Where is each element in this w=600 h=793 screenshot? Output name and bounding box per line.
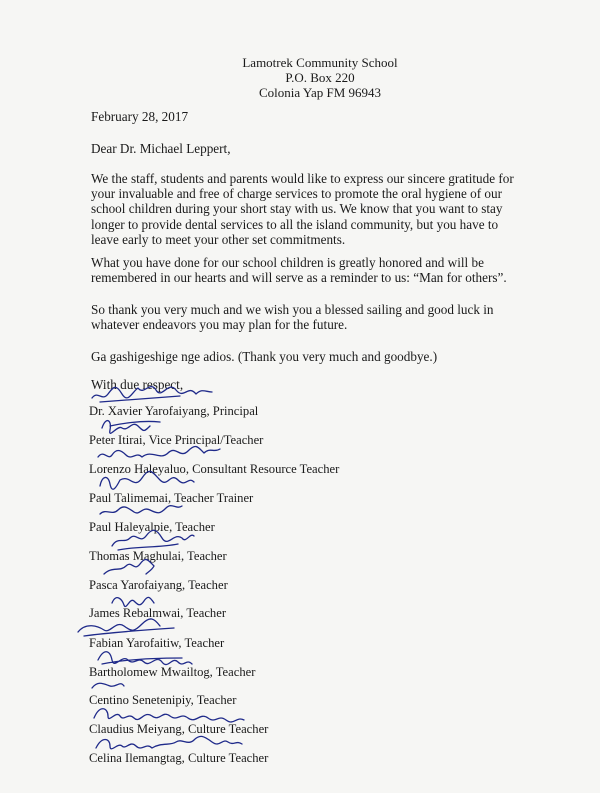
paragraph-goodbye: Ga gashigeshige nge adios. (Thank you very much and goodbye.)	[91, 349, 438, 364]
signature	[92, 683, 124, 688]
signature	[78, 619, 174, 636]
signatory-name: Thomas Maghulai, Teacher	[89, 549, 227, 563]
signature	[102, 421, 160, 434]
signature	[104, 560, 154, 574]
signatory-name: Celina Ilemangtag, Culture Teacher	[89, 751, 269, 765]
school-name: Lamotrek Community School	[242, 55, 398, 70]
closing: With due respect,	[91, 377, 184, 392]
signatory-name: Peter Itirai, Vice Principal/Teacher	[89, 433, 264, 447]
signatory-name: Pasca Yarofaiyang, Teacher	[89, 578, 228, 592]
signature	[100, 471, 194, 489]
signatory-name: Bartholomew Mwailtog, Teacher	[89, 665, 256, 679]
signatory-name: Claudius Meiyang, Culture Teacher	[89, 722, 269, 736]
paragraph-thanks: So thank you very much and we wish you a blessed sailing and good luck in whatever endeavors you may plan for the future.	[91, 302, 494, 333]
signature	[100, 506, 182, 514]
signature	[92, 387, 212, 402]
signature	[98, 447, 220, 457]
signature	[96, 736, 242, 748]
signature	[112, 530, 194, 550]
letter-date: February 28, 2017	[91, 109, 189, 124]
signatory-name: Dr. Xavier Yarofaiyang, Principal	[89, 404, 259, 418]
school-location: Colonia Yap FM 96943	[258, 85, 382, 100]
signatory-name: Lorenzo Haleyaluo, Consultant Resource Teacher	[89, 462, 340, 476]
signature	[94, 709, 244, 722]
signatory-name: Fabian Yarofaitiw, Teacher	[89, 636, 225, 650]
signature	[98, 652, 192, 665]
signatory-name: Centino Senetenipiy, Teacher	[89, 693, 237, 707]
school-po-box: P.O. Box 220	[285, 70, 355, 85]
signature	[112, 597, 154, 606]
paragraph-honored: What you have done for our school children is greatly honored and will be remembered in our hearts and will serve as a reminder to us: “Man for others”.	[91, 255, 507, 286]
signatory-name: Paul Talimemai, Teacher Trainer	[89, 491, 254, 505]
salutation: Dear Dr. Michael Leppert,	[91, 141, 231, 156]
signatory-name: James Rebalmwai, Teacher	[89, 606, 227, 620]
signatory-name: Paul Haleyalpie, Teacher	[89, 520, 215, 534]
paragraph-gratitude: We the staff, students and parents would like to express our sincere gratitude for your invaluable and free of charge services to promote the oral hygiene of our school children during your short stay with us. We know that you want to stay longer to provide dental services to all the island community, but you have to leave early to meet your other set commitments.	[91, 171, 514, 247]
